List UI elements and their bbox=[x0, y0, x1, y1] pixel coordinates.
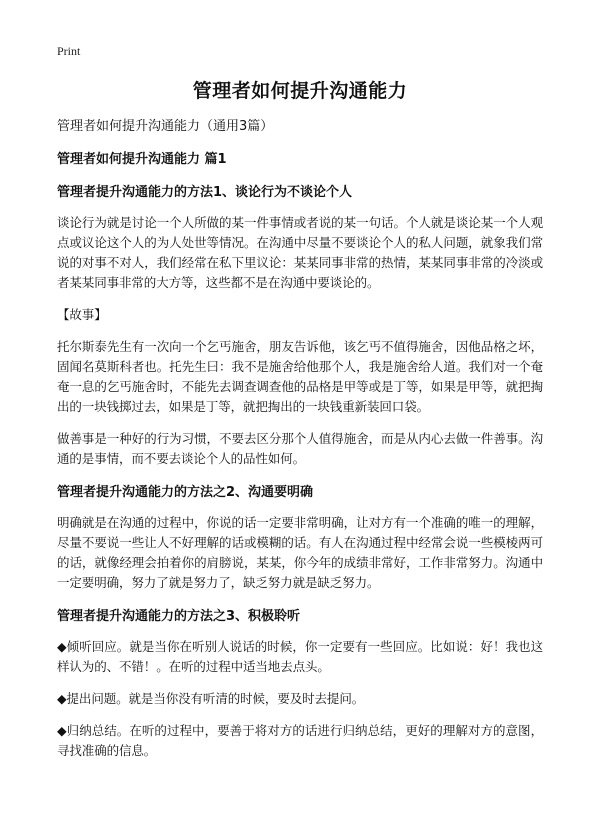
section-heading-2: 管理者提升沟通能力的方法之2、沟通要明确 bbox=[57, 485, 314, 500]
section-3-paragraph-3: ◆归纳总结。在听的过程中，要善于将对方的话进行归纳总结，更好的理解对方的意图，寻找准确的信息。 bbox=[57, 723, 543, 758]
print-link[interactable]: Print bbox=[57, 44, 81, 58]
story-label: 【故事】 bbox=[57, 307, 107, 322]
section-1-paragraph-3: 做善事是一种好的行为习惯，不要去区分那个人值得施舍，而是从内心去做一件善事。沟通的是事情，而不要去谈论个人的品性如何。 bbox=[57, 431, 543, 466]
section-3-paragraph-2: ◆提出问题。就是当你没有听清的时候，要及时去提问。 bbox=[57, 691, 365, 706]
page-title: 管理者如何提升沟通能力 bbox=[192, 80, 408, 102]
section-heading-1: 管理者提升沟通能力的方法1、谈论行为不谈论个人 bbox=[57, 185, 353, 200]
section-2-paragraph-1: 明确就是在沟通的过程中，你说的话一定要非常明确，让对方有一个准确的唯一的理解，尽量不要说一些让人不好理解的话或模糊的话。有人在沟通过程中经常会说一些模棱两可的话，就像经理会拍着你的肩膀说，某某，你今年的成绩非常好，工作非常努力。沟通中一定要明确，努力了就是努力了，缺乏努力就是缺乏努力。 bbox=[57, 515, 543, 590]
section-1-paragraph-2: 托尔斯泰先生有一次向一个乞丐施舍，朋友告诉他，该乞丐不值得施舍，因他品格之坏，固闻名莫斯科者也。托先生曰：我不是施舍给他那个人，我是施舍给人道。我们对一个奄奄一息的乞丐施舍时，不能先去调查调查他的品格是甲等或是丁等，如果是甲等，就把掏出的一块钱掷过去，如果是丁等，就把掏出的一块钱重新装回口袋。 bbox=[57, 339, 543, 414]
part-heading: 管理者如何提升沟通能力 篇1 bbox=[57, 152, 227, 167]
document-subtitle: 管理者如何提升沟通能力（通用3篇） bbox=[57, 119, 274, 134]
section-1-paragraph-1: 谈论行为就是讨论一个人所做的某一件事情或者说的某一句话。个人就是谈论某一个人观点或议论这个人的为人处世等情况。在沟通中尽量不要谈论个人的私人问题，就象我们常说的对事不对人，我们经常在私下里议论：某某同事非常的热情，某某同事非常的冷淡或者某某同事非常的大方等，这些都不是在沟通中要谈论的。 bbox=[57, 215, 543, 290]
section-heading-3: 管理者提升沟通能力的方法之3、积极聆听 bbox=[57, 609, 301, 624]
section-3-paragraph-1: ◆倾听回应。就是当你在听别人说话的时候，你一定要有一些回应。比如说：好！我也这样认为的、不错！。在听的过程中适当地去点头。 bbox=[57, 639, 543, 674]
